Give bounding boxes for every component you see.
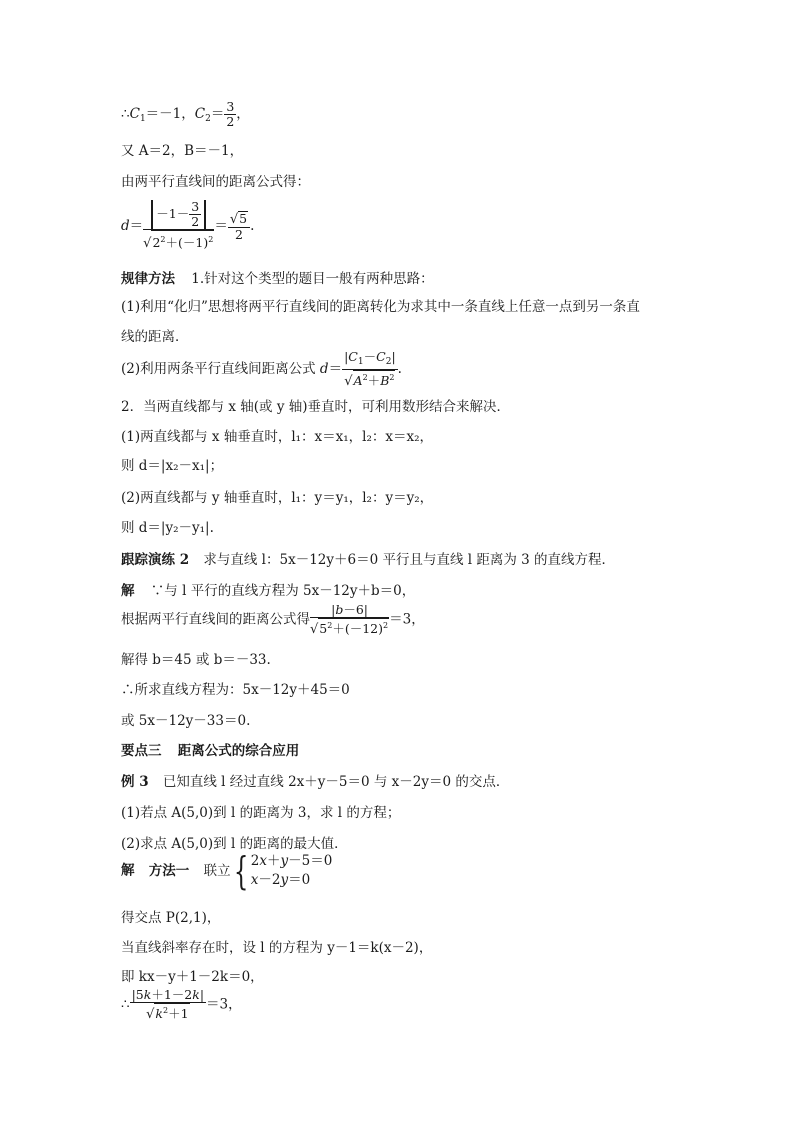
line-15-text: ∵与 l 平行的直线方程为 5x－12y＋b＝0， <box>150 583 416 599</box>
solution-label: 解 <box>121 583 135 599</box>
line-06: (1)利用“化归”思想将两平行直线间的距离转化为求其中一条直线上任意一点到另一条直 <box>121 299 640 315</box>
line-14 <box>121 551 615 569</box>
line-08-formula: (2)利用两条平行直线间距离公式 d＝ $\frac{|C_1-C_2|}{√A^2+B^2}$ . <box>121 349 402 389</box>
line-21-text: 已知直线 l 经过直线 2x＋y－5＝0 与 x－2y＝0 的交点． <box>162 774 510 790</box>
example-label: 例 3 <box>121 774 149 790</box>
line-01: $\therefore C_1=-1$，$C_2=$ $\frac{3}{2}$ ， <box>121 99 250 129</box>
line-05 <box>121 270 434 288</box>
line-07: 线的距离． <box>121 329 189 345</box>
line-10: (1)两直线都与 x 轴垂直时，l₁：x＝x₁，l₂：x＝x₂， <box>121 429 434 445</box>
line-14-text: 求与直线 l：5x－12y＋6＝0 平行且与直线 l 距离为 3 的直线方程． <box>203 552 616 568</box>
line-13: 则 d＝|y₂－y₁|. <box>121 520 214 536</box>
line-23: (2)求点 A(5,0)到 l 的距离的最大值． <box>121 836 348 852</box>
section-label-keypoint: 要点三 <box>121 743 162 759</box>
line-12: (2)两直线都与 y 轴垂直时，l₁：y＝y₁，l₂：y＝y₂， <box>121 490 434 506</box>
line-17: 解得 b＝45 或 b＝－33. <box>121 652 271 668</box>
line-02: 又 A＝2，B＝－1， <box>121 143 244 159</box>
section-label-method: 规律方法 <box>121 271 175 287</box>
line-27: 即 kx－y＋1－2k＝0， <box>121 969 264 985</box>
method-one-label: 方法一 <box>148 862 190 879</box>
line-03: 由两平行直线间的距离公式得： <box>121 174 310 190</box>
line-24: 解 方法一 联立{ 2x＋y－5＝0 x－2y＝0 <box>121 849 333 893</box>
line-21 <box>121 773 509 791</box>
section-label-practice: 跟踪演练 2 <box>121 552 190 568</box>
keypoint-title: 距离公式的综合应用 <box>177 743 300 759</box>
line-04-formula: d＝ －1－ $\frac{3}{2}$ $√2^2+(-1)^2$ ＝ $\frac{√5}{2}$ . <box>121 199 255 251</box>
line-18: ∴所求直线方程为：5x－12y＋45＝0 <box>121 682 350 698</box>
line-19: 或 5x－12y－33＝0. <box>121 713 251 729</box>
line-05-text: 1.针对这个类型的题目一般有两种思路： <box>191 271 434 287</box>
line-28-formula: ∴ $\frac{|5k+1-2k|}{√k^2+1}$ ＝3， <box>121 987 242 1022</box>
line-22: (1)若点 A(5,0)到 l 的距离为 3，求 l 的方程； <box>121 805 401 821</box>
line-11: 则 d＝|x₂－x₁|； <box>121 458 224 474</box>
line-20 <box>121 742 299 760</box>
line-09: 2．当两直线都与 x 轴(或 y 轴)垂直时，可利用数形结合来解决． <box>121 399 511 415</box>
line-26: 当直线斜率存在时，设 l 的方程为 y－1＝k(x－2)， <box>121 940 433 956</box>
line-25: 得交点 P(2,1)， <box>121 910 221 926</box>
line-15 <box>121 582 415 600</box>
solution-label-2: 解 <box>121 862 135 879</box>
line-16-formula: 根据两平行直线间的距离公式得 $\frac{|b-6|}{√5^2+(-12)^2}$ ＝3， <box>121 602 425 637</box>
